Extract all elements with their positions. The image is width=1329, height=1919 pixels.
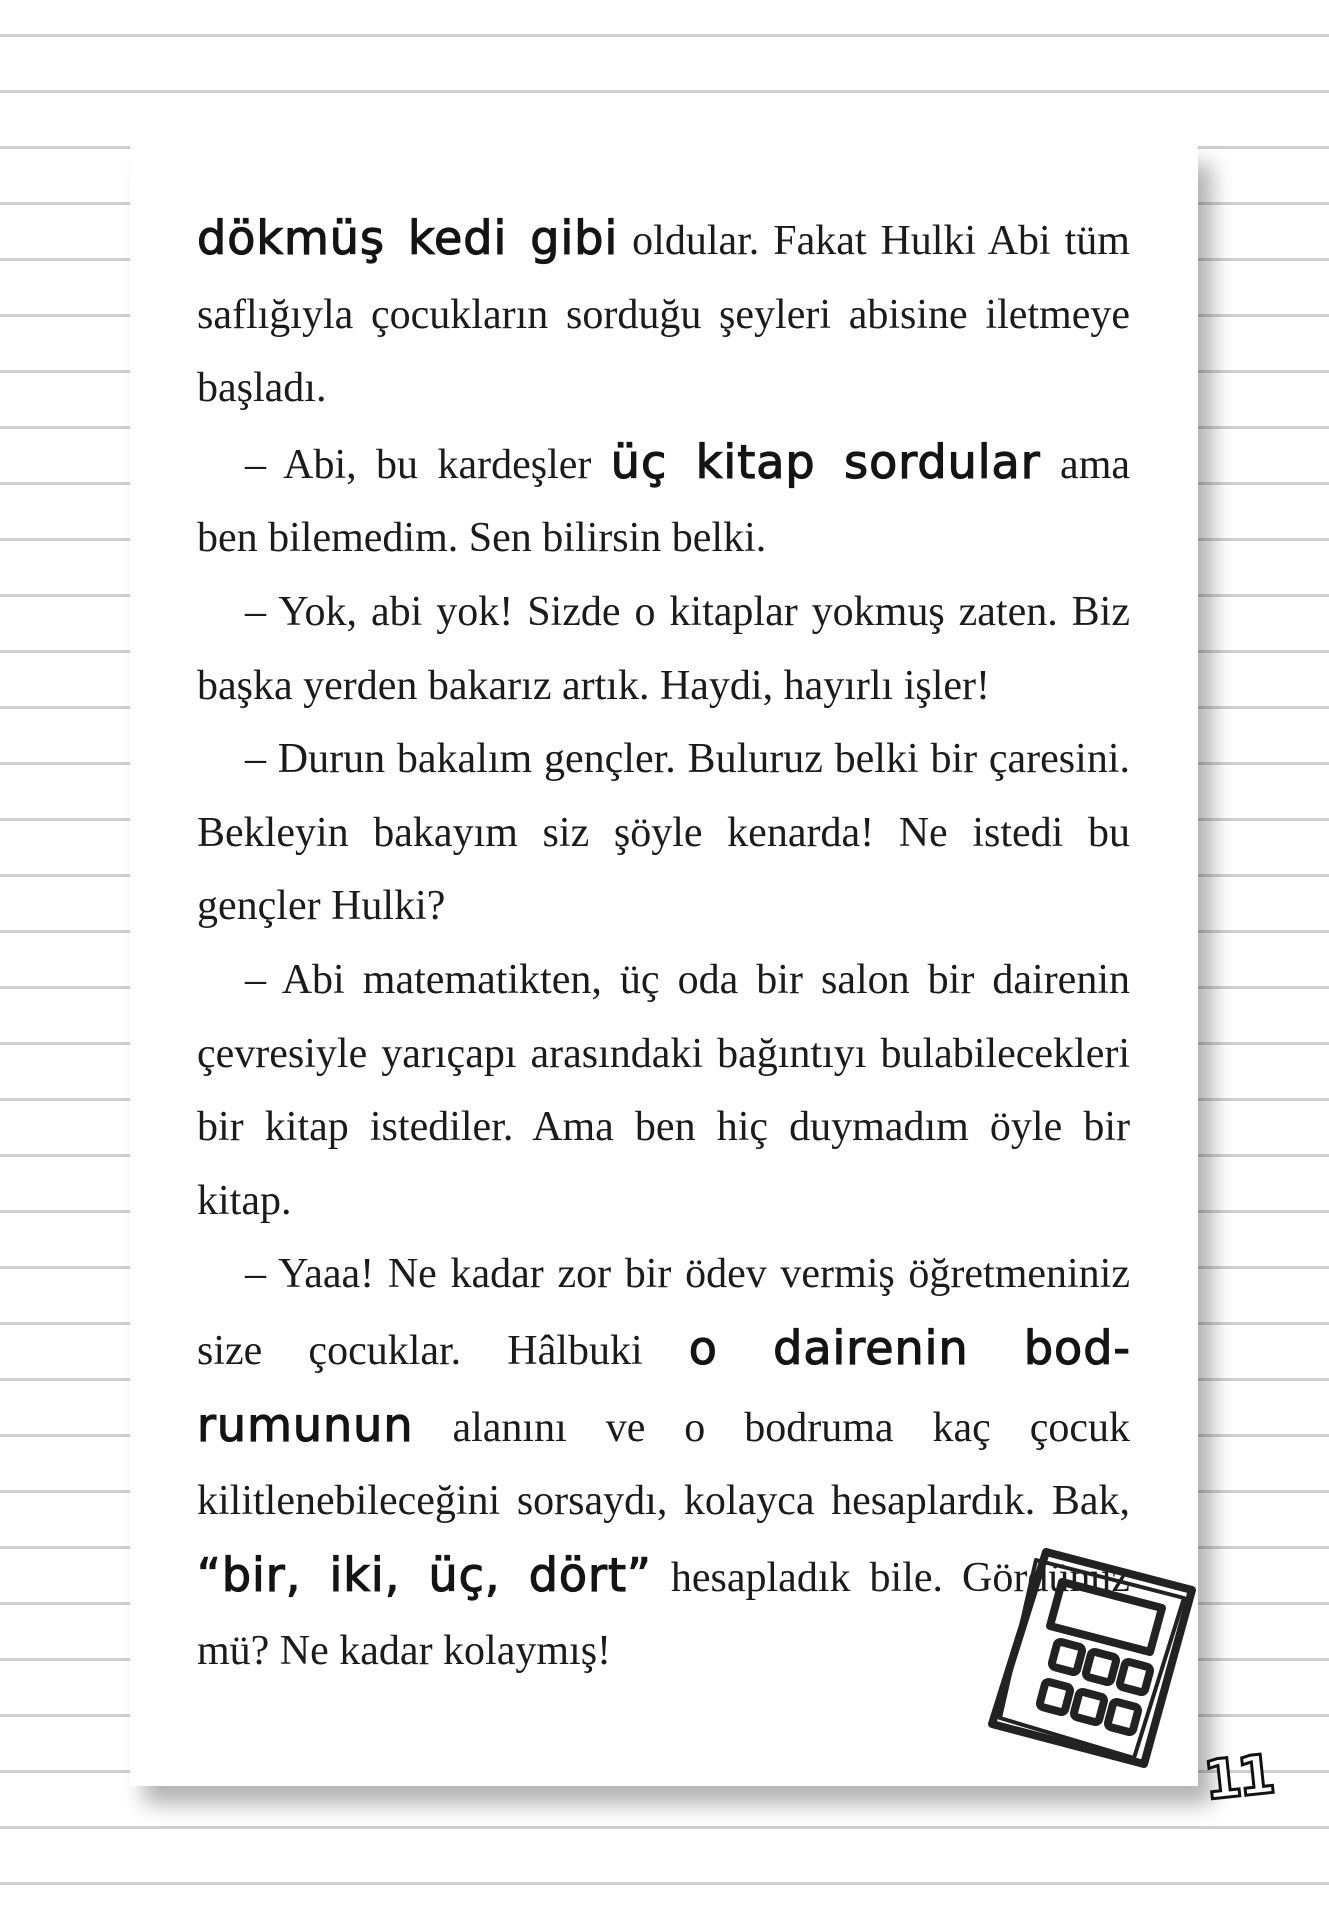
text-segment: – Durun bakalım gençler. Buluruz belki bir çaresini. Bekleyin bakayım siz şöyle kenarda! Ne istedi bu gençler Hulki?: [197, 736, 1130, 930]
paragraph-5: [197, 944, 1130, 1238]
body-text: [197, 202, 1130, 1689]
text-segment: – Abi, bu kardeşler: [245, 441, 611, 488]
paragraph-3: [197, 576, 1130, 723]
handwritten-phrase: “bir, iki, üç, dört”: [197, 1547, 652, 1602]
text-segment: – Yaaa! Ne kadar zor bir ödev vermiş öğretmeniniz size çocuklar. Hâlbuki: [197, 1251, 1130, 1374]
handwritten-phrase: o dairenin bodrumunun: [197, 1320, 1130, 1452]
text-segment: – Abi matematikten, üç oda bir salon bir dairenin çevresiyle yarıçapı arasındaki bağıntıyı bulabilecekleri bir kitap istediler. Ama ben hiç duymadım öyle bir kitap.: [197, 956, 1130, 1224]
paragraph-4: [197, 723, 1130, 944]
text-segment: oldular. Fakat Hulki Abi tüm saflığıyla çocukların sorduğu şeyleri abisine iletmeye başladı.: [197, 218, 1130, 412]
text-segment: alanını ve o bodruma kaç çocuk kilitlenebileceğini sorsaydı, kolayca hesaplardık. Bak,: [197, 1404, 1130, 1525]
text-segment: – Yok, abi yok! Sizde o kitaplar yokmuş zaten. Biz başka yerden bakarız artık. Haydi, hayırlı işler!: [197, 588, 1130, 709]
handwritten-phrase: üç kitap sordular: [610, 434, 1041, 489]
calculator-icon: [984, 1546, 1200, 1770]
text-segment: ama ben bilemedim. Sen bilirsin belki.: [197, 441, 1131, 562]
paragraph-2: [197, 426, 1130, 576]
text-segment: hesapladık bile. Gördünüz mü? Ne kadar kolaymış!: [197, 1554, 1130, 1675]
paragraph-1: [197, 202, 1130, 426]
page-number: 11: [1200, 1742, 1275, 1813]
handwritten-phrase: dökmüş kedi gibi: [197, 211, 619, 265]
